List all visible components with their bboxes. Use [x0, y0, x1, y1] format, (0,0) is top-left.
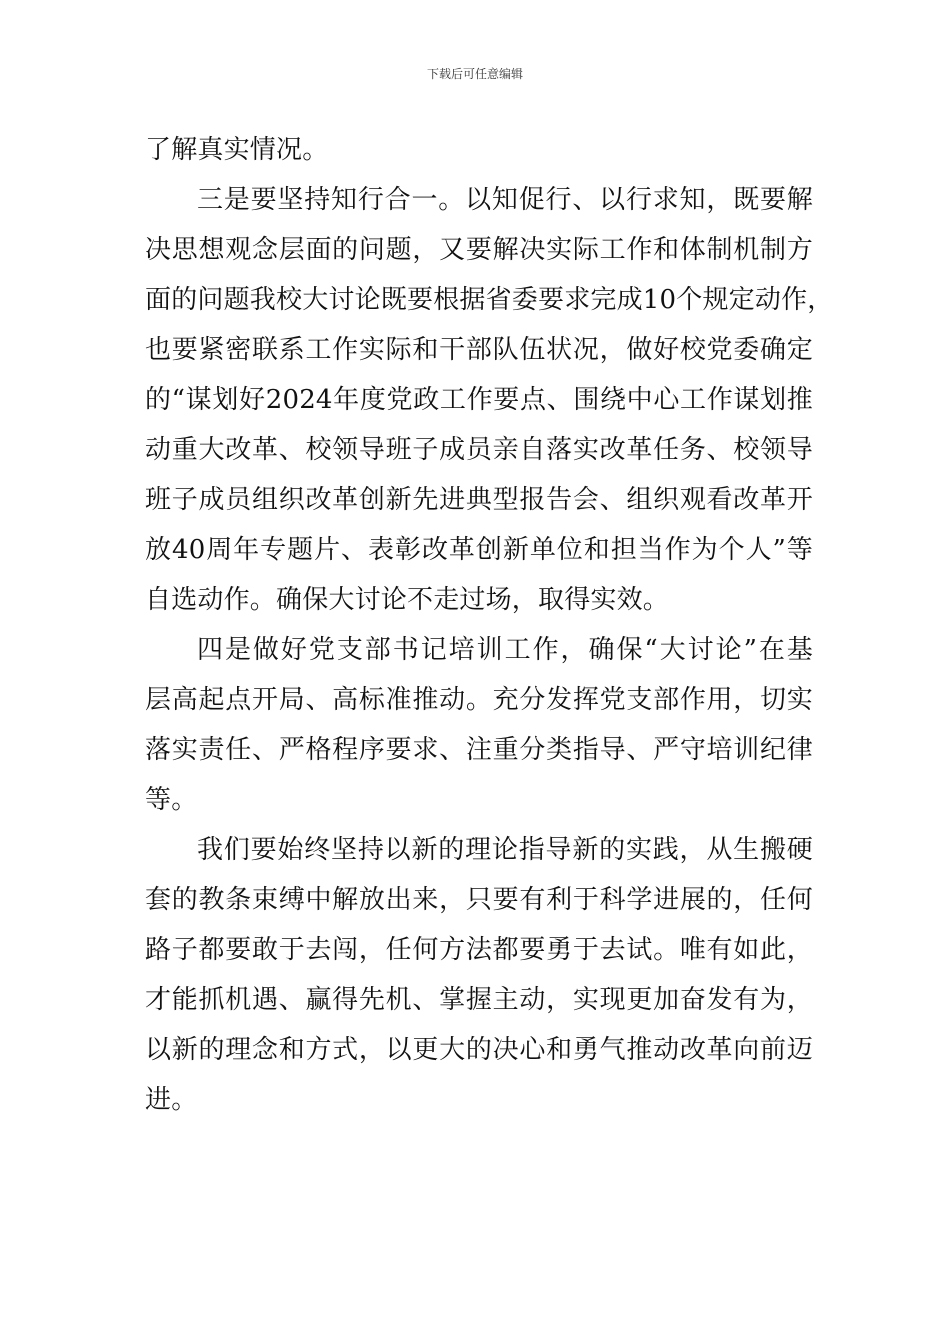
text-line: 放40周年专题片、表彰改革创新单位和担当作为个人”等: [145, 535, 813, 565]
text-line: 动重大改革、校领导班子成员亲自落实改革任务、校领导: [145, 435, 813, 465]
text-line: 我们要始终坚持以新的理论指导新的实践，从生搬硬: [197, 835, 813, 865]
text-line: 决思想观念层面的问题，又要解决实际工作和体制机制方: [145, 235, 813, 265]
text-line: 套的教条束缚中解放出来，只要有利于科学进展的，任何: [145, 885, 813, 915]
document-body: [145, 125, 834, 1125]
text-line: 班子成员组织改革创新先进典型报告会、组织观看改革开: [145, 485, 813, 515]
text-line: 落实责任、严格程序要求、注重分类指导、严守培训纪律: [145, 735, 813, 765]
text-line: 面的问题我校大讨论既要根据省委要求完成10个规定动作，: [145, 285, 834, 315]
text-line: 路子都要敢于去闯，任何方法都要勇于去试。唯有如此，: [145, 935, 813, 965]
text-line: 等。: [145, 785, 198, 815]
page-header: 下载后可任意编辑: [426, 67, 523, 81]
text-line: 自选动作。确保大讨论不走过场，取得实效。: [145, 585, 670, 615]
text-line: 进。: [145, 1085, 198, 1115]
paragraph: [145, 825, 813, 1125]
paragraph: [145, 625, 813, 825]
text-line: 的“谋划好2024年度党政工作要点、围绕中心工作谋划推: [145, 385, 813, 415]
paragraph: [145, 175, 834, 625]
text-line: 才能抓机遇、赢得先机、掌握主动，实现更加奋发有为，: [145, 985, 813, 1015]
paragraph: [145, 125, 813, 175]
text-line: 三是要坚持知行合一。以知促行、以行求知，既要解: [197, 185, 813, 215]
text-line: 也要紧密联系工作实际和干部队伍状况，做好校党委确定: [145, 335, 813, 365]
text-line: 了解真实情况。: [145, 135, 329, 165]
text-line: 四是做好党支部书记培训工作，确保“大讨论”在基: [197, 635, 813, 665]
text-line: 以新的理念和方式，以更大的决心和勇气推动改革向前迈: [145, 1035, 813, 1065]
text-line: 层高起点开局、高标准推动。充分发挥党支部作用，切实: [145, 685, 813, 715]
